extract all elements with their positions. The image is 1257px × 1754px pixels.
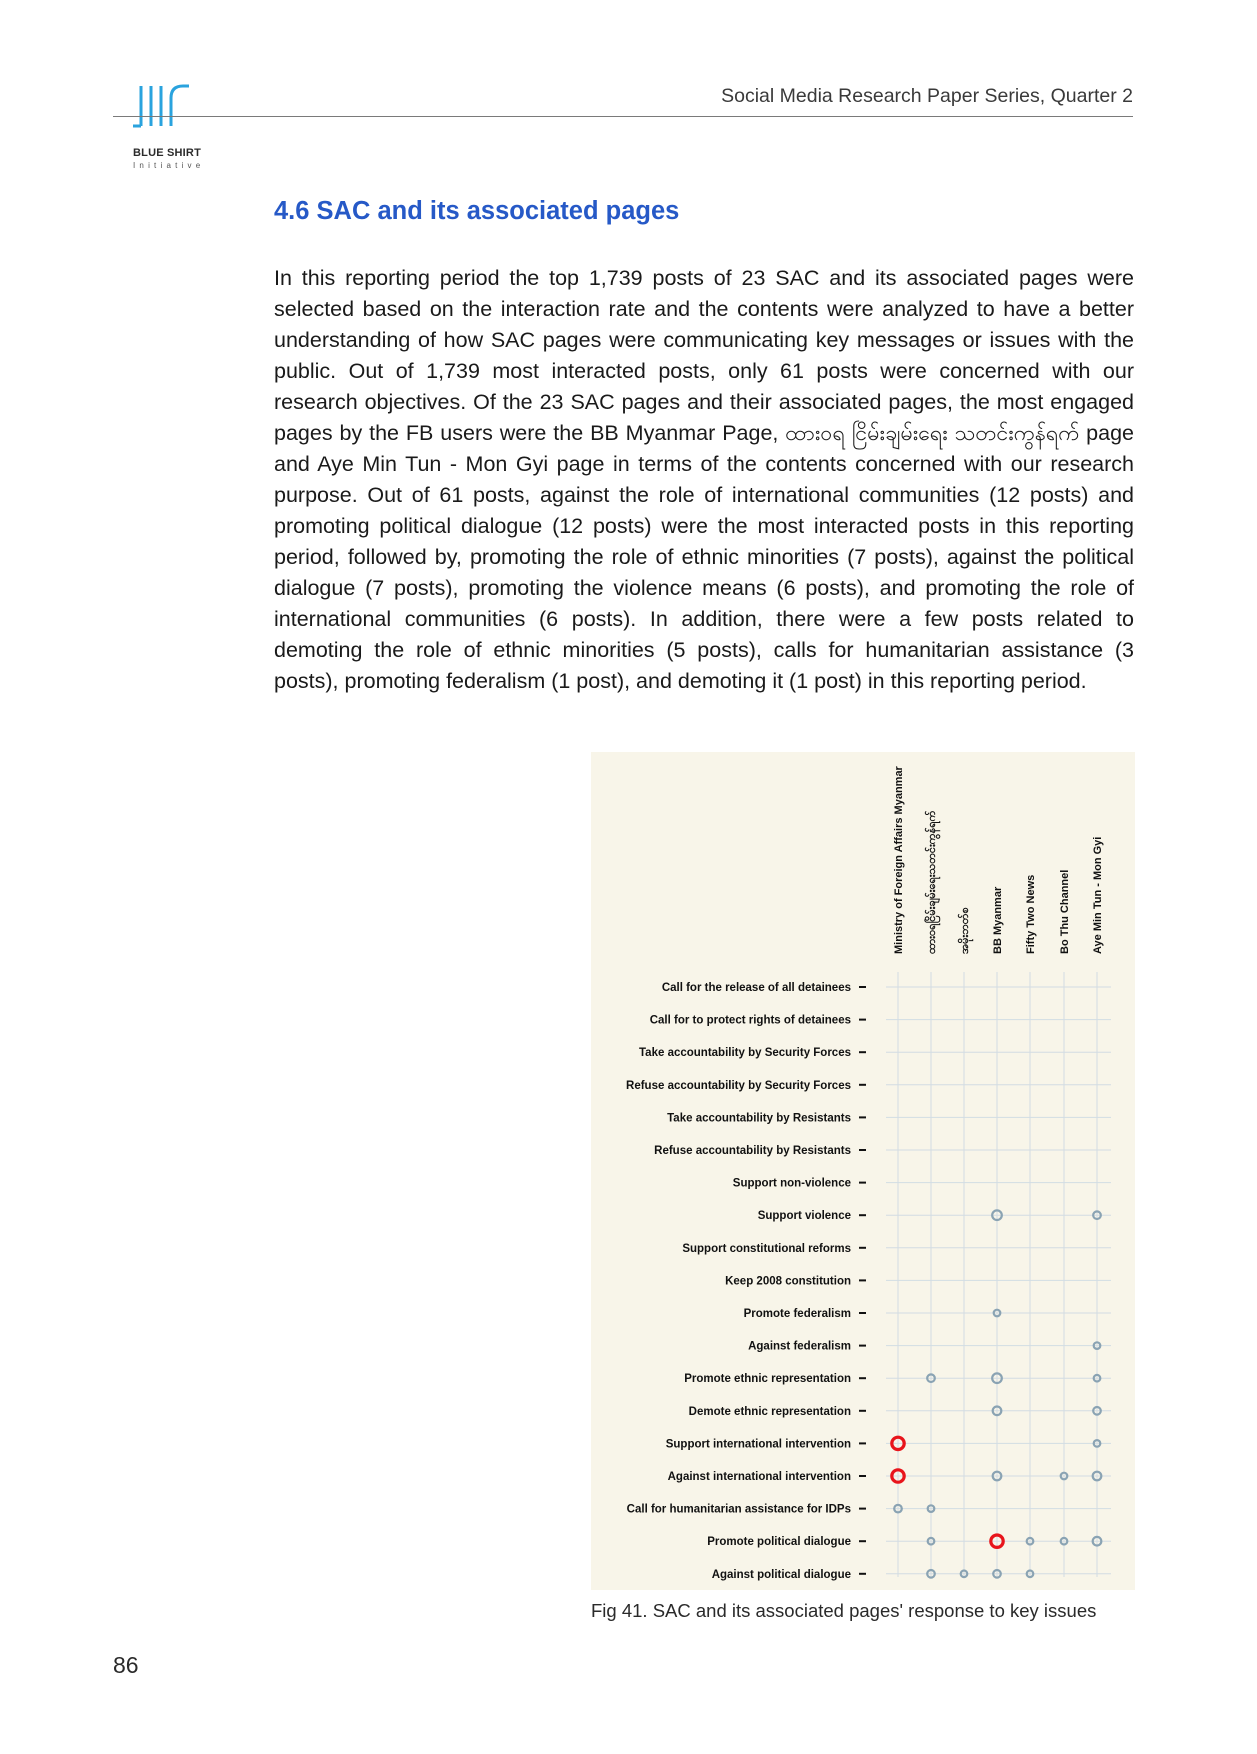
- series-title: Social Media Research Paper Series, Quarter 2: [721, 85, 1133, 107]
- row-label: Against political dialogue: [711, 1568, 851, 1581]
- row-label: Demote ethnic representation: [688, 1405, 851, 1418]
- row-label: Support international intervention: [665, 1438, 851, 1451]
- figure-caption: Fig 41. SAC and its associated pages' response to key issues: [591, 1600, 1097, 1621]
- row-label: Promote ethnic representation: [684, 1373, 851, 1386]
- row-label: Against international intervention: [667, 1471, 851, 1483]
- row-label: Promote political dialogue: [707, 1536, 851, 1549]
- column-label: BB Myanmar: [992, 886, 1004, 954]
- chart-svg: [591, 752, 1135, 1590]
- row-label: Refuse accountability by Resistants: [654, 1145, 851, 1157]
- page-number: 86: [113, 1652, 139, 1678]
- header-divider: [113, 116, 1133, 117]
- column-label: Ministry of Foreign Affairs Myanmar: [893, 766, 905, 954]
- row-label: Call for to protect rights of detainees: [649, 1014, 851, 1027]
- logo-tagline: Initiative: [133, 161, 205, 170]
- row-label: Refuse accountability by Security Forces: [626, 1079, 851, 1092]
- column-label: Aye Min Tun - Mon Gyi: [1092, 836, 1104, 954]
- logo-mark-icon: [133, 80, 195, 128]
- issues-dot-matrix-chart: [591, 752, 1135, 1590]
- column-label: ထားဝရငြိမ်းချမ်းရေးသတင်းကွန်ရက်: [926, 810, 938, 954]
- row-label: Support non-violence: [732, 1177, 851, 1190]
- section-paragraph: In this reporting period the top 1,739 posts of 23 SAC and its associated pages were selected based on the interaction rate and the contents were analyzed to have a better understanding of how SAC pages were communicating key messages or issues with the public. Out of 1,739 most interacted posts, only 61 posts were concerned with our research objectives. Of the 23 SAC pages and their associated pages, the most engaged pages by the FB users were the BB Myanmar Page, ထားဝရ ငြိမ်းချမ်းရေး သတင်းကွန်ရက် page and Aye Min Tun - Mon Gyi page in terms of the contents concerned with our research purpose. Out of 61 posts, against the role of international communities (12 posts) and promoting political dialogue (12 posts) were the most interacted posts in this reporting period, followed by, promoting the role of ethnic minorities (7 posts), against the political dialogue (7 posts), promoting the violence means (6 posts), and promoting the role of international communities (6 posts). In addition, there were a few posts related to demoting the role of ethnic minorities (5 posts), calls for humanitarian assistance (3 posts), promoting federalism (1 post), and demoting it (1 post) in this reporting period.: [274, 266, 1134, 693]
- row-label: Support constitutional reforms: [682, 1242, 851, 1255]
- row-label: Promote federalism: [743, 1308, 851, 1320]
- column-label: Fifty Two News: [1025, 874, 1037, 954]
- blue-shirt-logo: [115, 80, 220, 170]
- row-label: Call for humanitarian assistance for IDPs: [626, 1503, 851, 1516]
- row-label: Call for the release of all detainees: [661, 982, 851, 994]
- column-label: အမိုးဘတ်စ: [959, 907, 971, 954]
- logo-name: BLUE SHIRT: [133, 147, 201, 159]
- row-label: Take accountability by Security Forces: [639, 1047, 851, 1060]
- section-heading: 4.6 SAC and its associated pages: [274, 197, 680, 225]
- row-label: Keep 2008 constitution: [725, 1275, 851, 1288]
- row-label: Take accountability by Resistants: [667, 1112, 851, 1125]
- row-label: Support violence: [757, 1210, 851, 1223]
- column-label: Bo Thu Channel: [1059, 869, 1071, 954]
- row-label: Against federalism: [748, 1340, 851, 1353]
